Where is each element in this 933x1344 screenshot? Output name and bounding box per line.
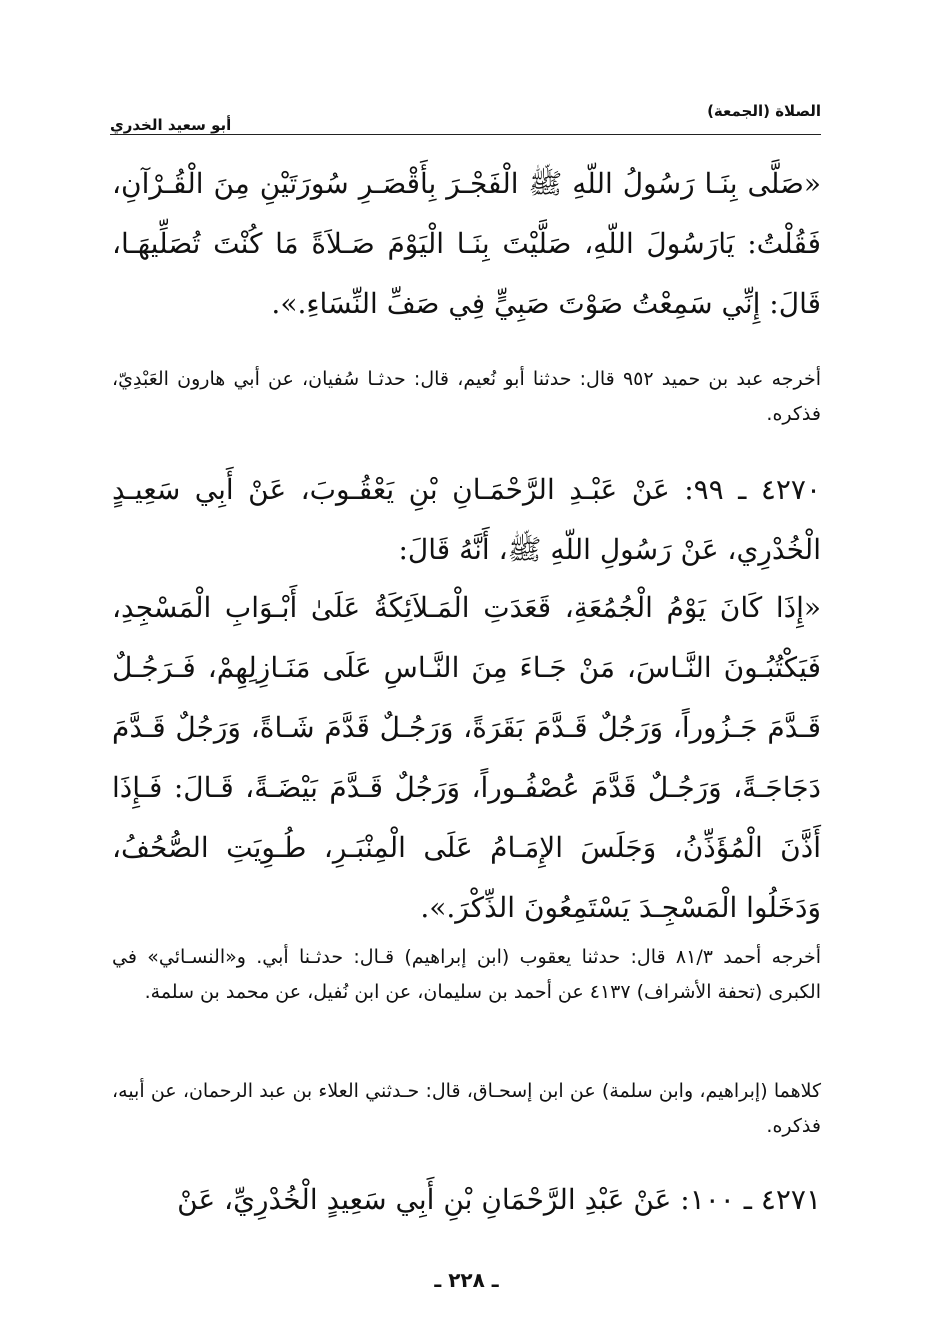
takhrij-paragraph: أخرجه أحمد ٨١/٣ قال: حدثنا يعقوب (ابن إبراهيم) قـال: حدثـنا أبي. و«النسـائي» في الكبرى (تحفة الأشراف) ٤١٣٧ عن أحمد بن سليمان، عن ابن نُفيل، عن محمد بن سلمة. — [112, 946, 822, 1003]
hadith-isnad: ٤٢٧٠ ـ ٩٩: عَنْ عَبْـدِ الرَّحْمَـانِ بْنِ يَعْقُـوبَ، عَنْ أَبِي سَعِيـدٍ الْخُدْرِي، عَنْ رَسُولِ اللّهِ ﷺ، أَنَّهُ قَالَ: — [112, 473, 821, 566]
page-number: ـ ٢٢٨ ـ — [434, 1268, 499, 1292]
hadith-text: «صَلَّى بِنَـا رَسُولُ اللّهِ ﷺ الْفَجْـرَ بِأَقْصَـرِ سُورَتَيْنِ مِنَ الْقُـرْآنِ، فَقُلْتُ: يَارَسُولَ اللّهِ، صَلَّيْتَ بِنَـا الْيَوْمَ صَـلاَةً مَا كُنْتَ تُصَلِّيهَـا، قَالَ: إِنِّي سَمِعْتُ صَوْتَ صَبِيٍّ فِي صَفِّ النِّسَاءِ.». — [112, 167, 821, 320]
header-narrator-name: أبو سعيد الخدري — [110, 116, 239, 134]
hadith-isnad: ٤٢٧١ ـ ١٠٠: عَنْ عَبْدِ الرَّحْمَانِ بْنِ أَبِي سَعِيدٍ الْخُدْرِيِّ، عَنْ — [177, 1183, 821, 1216]
takhrij-paragraph: أخرجه عبد بن حميد ٩٥٢ قال: حدثنا أبو نُعيم، قال: حدثـا سُفيان، عن أبي هارون العَبْدِيّ، فذكره. — [112, 368, 822, 425]
running-header — [110, 98, 821, 135]
header-chapter-title: الصلاة (الجمعة) — [699, 102, 821, 120]
hadith-text: «إِذَا كَانَ يَوْمُ الْجُمُعَةِ، قَعَدَتِ الْمَـلاَئِكَةُ عَلَىٰ أَبْـوَابِ الْمَسْجِدِ، فَيَكْتُبُـونَ النَّـاسَ، مَنْ جَـاءَ مِنَ النَّـاسِ عَلَى مَنَـازِلِهِمْ، فَـرَجُـلٌ قَـدَّمَ جَـزُوراً، وَرَجُلٌ قَـدَّمَ بَقَرَةً، وَرَجُـلٌ قَدَّمَ شَـاةً، وَرَجُلٌ قَـدَّمَ دَجَاجَـةً، وَرَجُـلٌ قَدَّمَ عُصْفُـوراً، وَرَجُلٌ قَـدَّمَ بَيْضَـةً، قَـالَ: فَـإِذَا أَذَّنَ الْمُؤَذِّنُ، وَجَلَسَ الإِمَـامُ عَلَى الْمِنْبَـرِ، طُـوِيَتِ الصُّحُفُ، وَدَخَلُوا الْمَسْجِـدَ يَسْتَمِعُونَ الذِّكْرَ.». — [112, 591, 822, 924]
takhrij-paragraph: كلاهما (إبراهيم، وابن سلمة) عن ابن إسحـاق، قال: حـدثني العلاء بن عبد الرحمان، عن أبيه، فذكره. — [112, 1080, 821, 1137]
